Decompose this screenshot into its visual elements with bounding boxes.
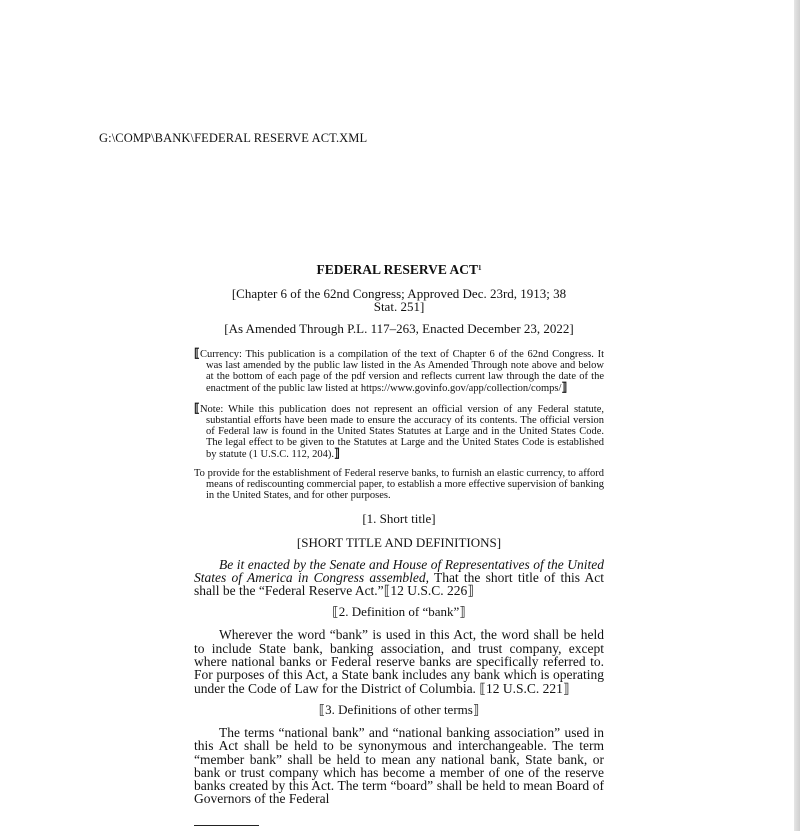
currency-note <box>194 348 604 395</box>
citation-open-bracket: ⟦ <box>383 583 391 599</box>
section-1-body: That the short title of this Act shall be the “Federal Reserve Act.” <box>194 569 604 599</box>
footnote-separator <box>194 825 259 826</box>
heading-close-bracket: ⟧ <box>472 701 480 717</box>
document-body <box>194 262 604 813</box>
official-version-note <box>194 403 604 461</box>
heading-close-bracket: ⟧ <box>459 604 466 620</box>
section-2-heading-text: 2. Definition of “bank” <box>338 604 460 620</box>
page-edge-shadow <box>794 0 800 831</box>
chapter-line-1: [Chapter 6 of the 62nd Congress; Approved Dec. 23rd, 1913; 38 <box>231 286 567 301</box>
section-2-text <box>194 628 604 694</box>
section-2-body: Wherever the word “bank” is used in this Act, the word shall be held to include State bank, banking association, and trust company, except where national banks or Federal reserve banks are specifically referred to. For purposes of this Act, a State bank includes any bank which is operating under the Code of Law for the District of Columbia. <box>194 627 604 696</box>
chapter-citation <box>194 287 604 313</box>
citation-close-bracket: ⟧ <box>467 583 474 599</box>
section-3-heading-text: 3. Definitions of other terms <box>325 701 473 717</box>
document-title <box>194 262 604 278</box>
close-bracket-glyph: ⟧ <box>333 446 340 461</box>
currency-note-text: Currency: This publication is a compilation of the text of Chapter 6 of the 62nd Congress. It was last amended by the public law listed in the As Amended Through note above and below at the bottom of each page of the pdf version and reflects current law through the date of the enactment of the public law listed at https://www.govinfo.gov/app/collection/comps/ <box>199 349 604 395</box>
section-2-heading <box>194 604 604 620</box>
section-2-citation: 12 U.S.C. 221 <box>486 680 563 696</box>
section-3-heading <box>194 702 604 718</box>
amended-through-line: [As Amended Through P.L. 117–263, Enacted December 23, 2022] <box>224 321 574 336</box>
section-1-citation: 12 U.S.C. 226 <box>390 583 468 599</box>
open-bracket-glyph: ⟦ <box>194 401 200 416</box>
section-3-text: The terms “national bank” and “national banking association” used in this Act shall be held to be synonymous and interchangeable. The term “member bank” shall be held to mean any national bank, State bank, or bank or trust company which has become a member of one of the reserve banks created by this Act. The term “board” shall be held to mean Board of Governors of the Federal <box>194 724 604 807</box>
heading-open-bracket: ⟦ <box>318 701 326 717</box>
section-1-heading: [1. Short title] <box>362 510 436 526</box>
enacting-clause: Be it enacted by the Senate and House of Representatives of the United States of America in Congress assembled, <box>194 556 604 585</box>
open-bracket-glyph: ⟦ <box>194 346 200 360</box>
section-1-subheading: [SHORT TITLE AND DEFINITIONS] <box>296 534 502 550</box>
title-footnote-mark: 1 <box>478 264 482 272</box>
section-1-text <box>194 558 604 598</box>
title-text: FEDERAL RESERVE ACT <box>316 262 479 277</box>
purpose-clause: To provide for the establishment of Federal reserve banks, to furnish an elastic currency, to afford means of rediscounting commercial paper, to establish a more effective supervision of banking in the United States, and for other purposes. <box>194 468 604 501</box>
official-note-text: Note: While this publication does not represent an official version of any Federal statute, substantial efforts have been made to ensure the accuracy of its contents. The official version of Federal law is found in the United States Statutes at Large and in the United States Code. The legal effect to be given to the Statutes at Large and the United States Code is established by statute (1 U.S.C. 112, 204). <box>199 404 604 461</box>
citation-close-bracket: ⟧ <box>562 680 570 696</box>
chapter-line-2: Stat. 251] <box>373 299 425 314</box>
file-path-header: G:\COMP\BANK\FEDERAL RESERVE ACT.XML <box>99 131 368 145</box>
heading-open-bracket: ⟦ <box>332 604 339 620</box>
citation-open-bracket: ⟦ <box>479 680 486 696</box>
close-bracket-glyph: ⟧ <box>561 380 568 395</box>
